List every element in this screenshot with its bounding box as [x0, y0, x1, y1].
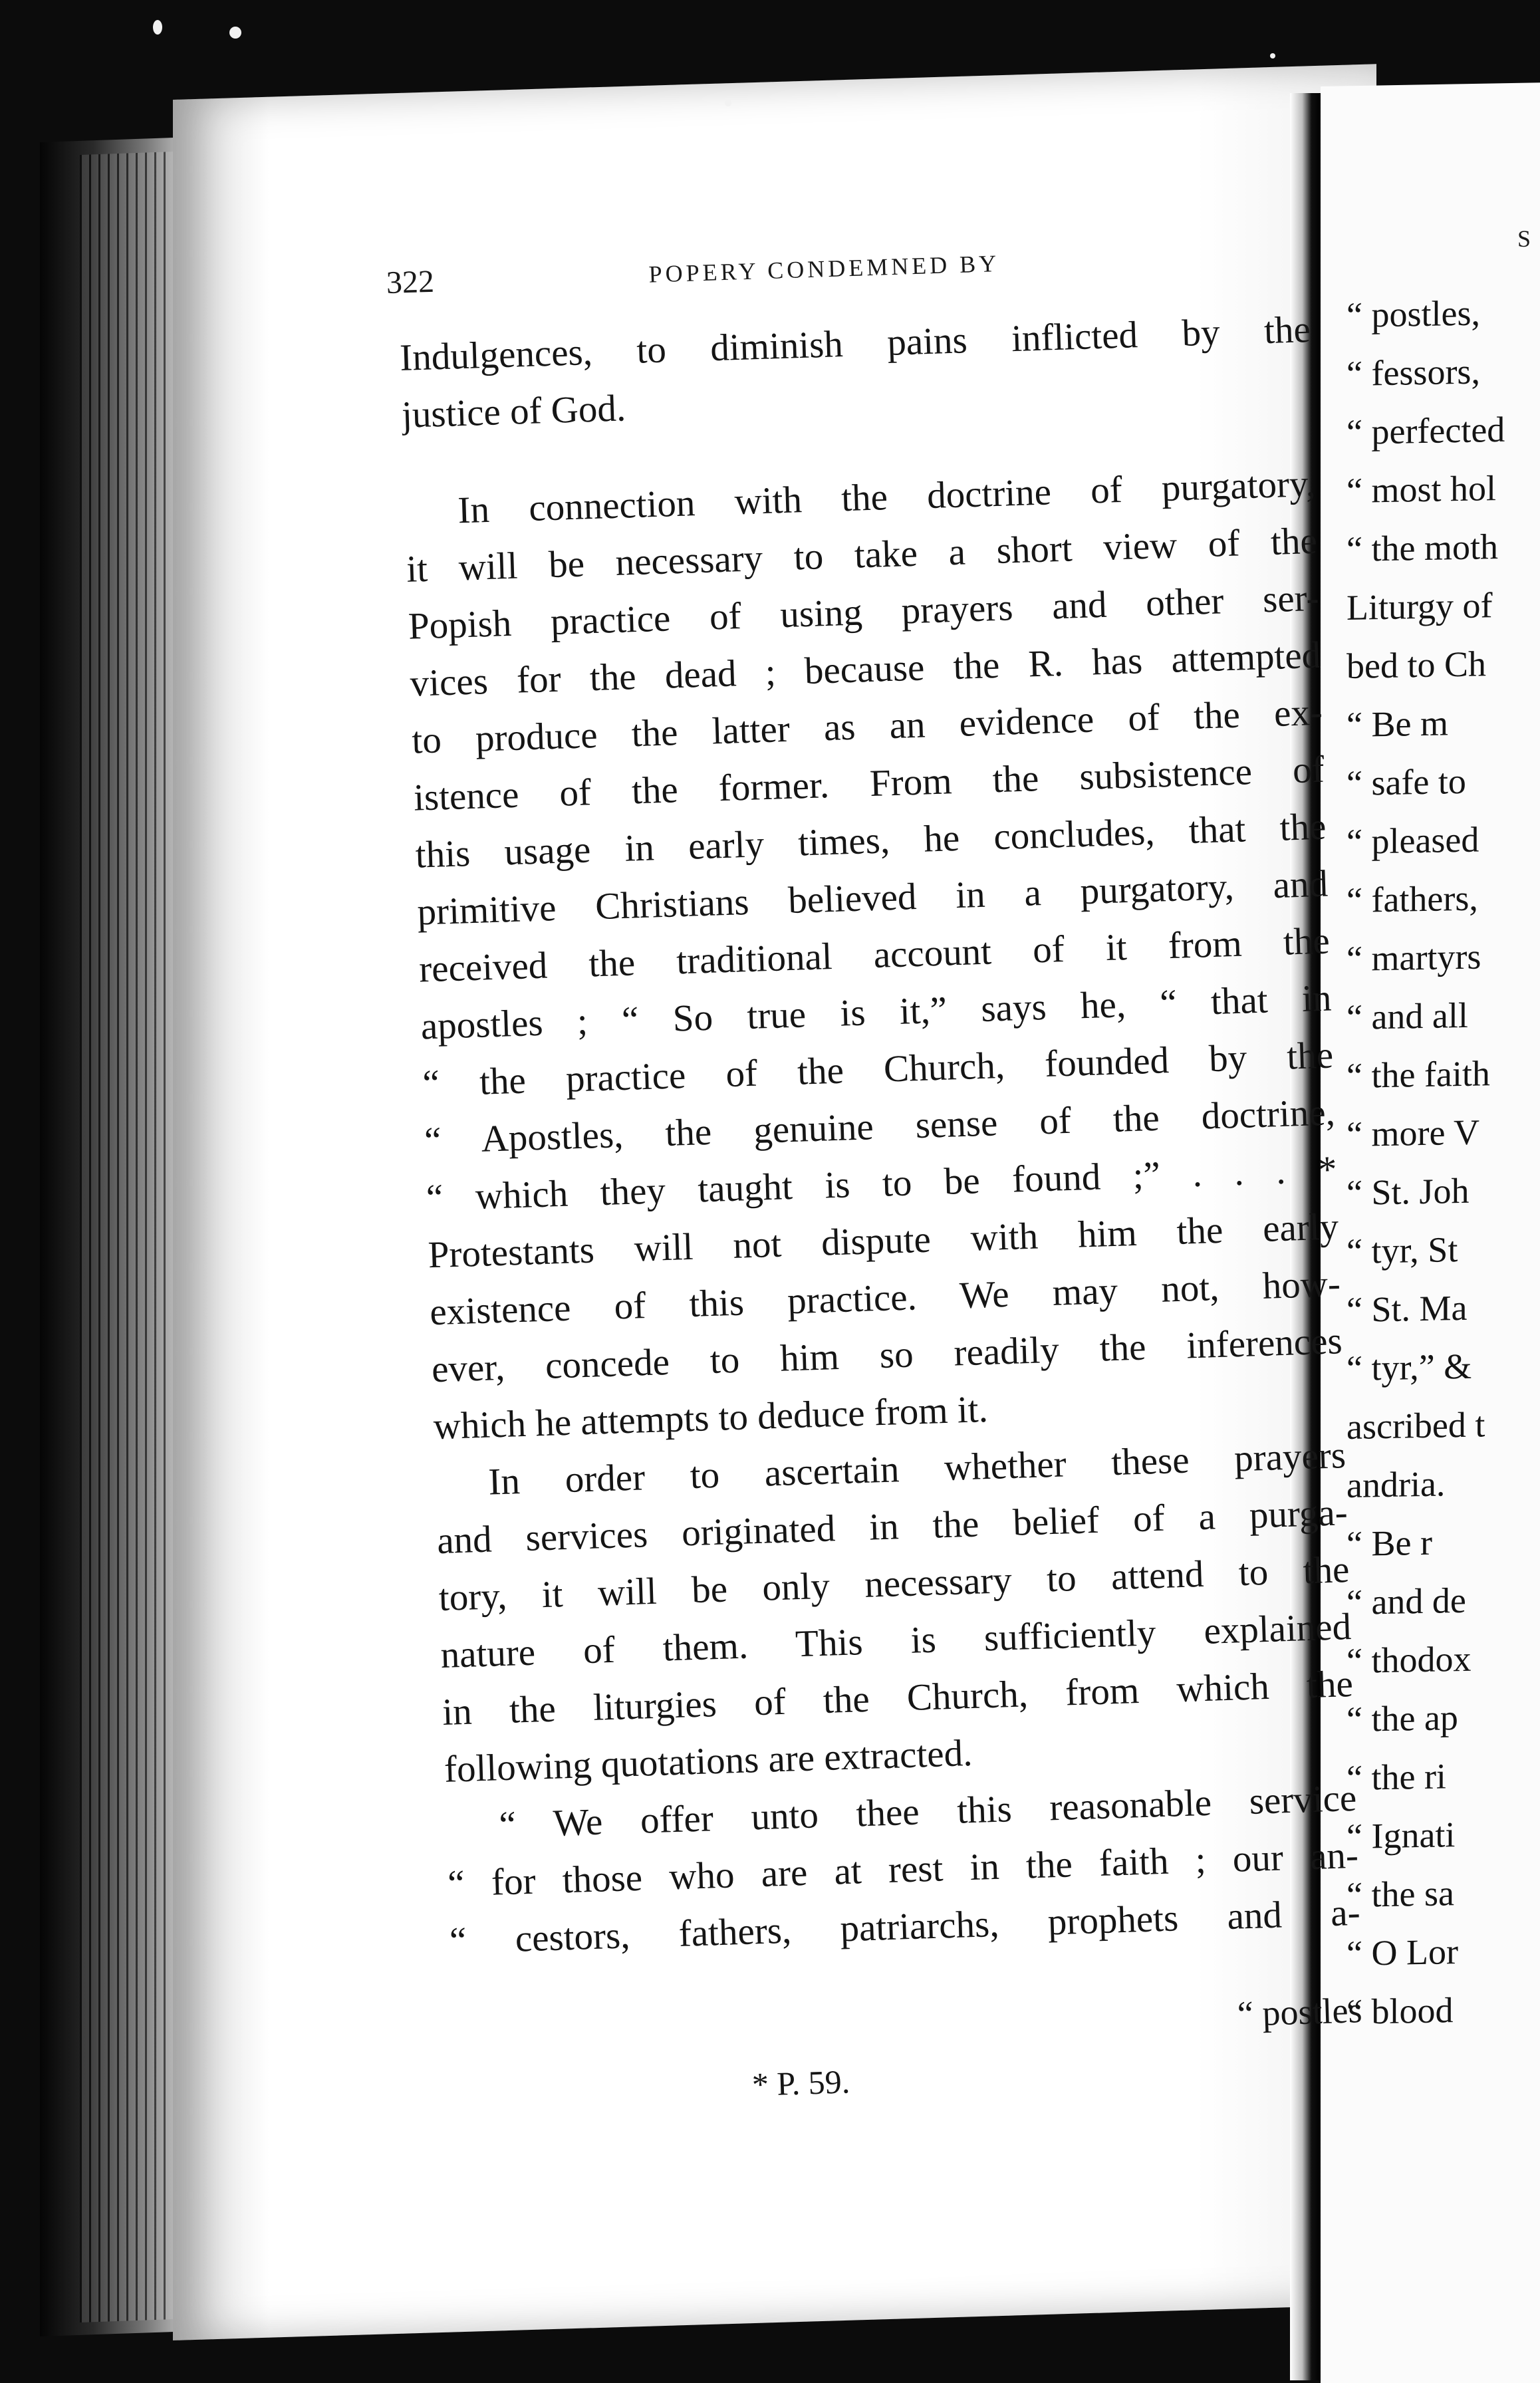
text-line: which he attempts to deduce from it. [432, 1388, 989, 1448]
text-line: istence of the former. From the subsistence of [413, 748, 1325, 819]
right-text-line: “ the ap [1347, 1697, 1458, 1739]
footnote: * P. 59. [751, 2063, 850, 2103]
right-text-line: “ safe to [1347, 761, 1466, 803]
text-line: justice of God. [401, 387, 627, 436]
text-line: in the liturgies of the Church, from which the [442, 1662, 1354, 1733]
text-line: Indulgences, to diminish pains inflicted by the [399, 308, 1311, 379]
text-line: “ cestors, fathers, patriarchs, prophets and a- [449, 1891, 1361, 1962]
text-line: In connection with the doctrine of purgatory, [457, 462, 1316, 532]
text-line: existence of this practice. We may not, how- [429, 1263, 1341, 1334]
text-line: this usage in early times, he concludes, that the [414, 805, 1327, 876]
right-text-line: “ postles, [1347, 293, 1480, 335]
right-text-line: “ Be m [1347, 703, 1448, 745]
text-line: “ which they taught is to be found ;” . . . * [426, 1148, 1338, 1219]
right-text-line: “ pleased [1347, 819, 1479, 862]
scan-speck [153, 20, 162, 35]
right-page-header: S [1517, 225, 1534, 252]
right-text-line: “ more V [1347, 1112, 1479, 1154]
right-text-line: “ perfected [1347, 409, 1505, 452]
running-head: POPERY CONDEMNED BY [648, 250, 1000, 288]
text-line: it will be necessary to take a short view of the [406, 519, 1318, 590]
text-line: to produce the latter as an evidence of the ex- [411, 691, 1323, 762]
text-line: primitive Christians believed in a purgatory, and [416, 862, 1329, 934]
scan-speck [229, 27, 241, 39]
right-text-line: “ the sa [1347, 1873, 1454, 1915]
text-line: “ We offer unto thee this reasonable service [498, 1777, 1358, 1846]
right-text-line: “ fathers, [1347, 878, 1478, 920]
text-line: “ Apostles, the genuine sense of the doctrine, [424, 1091, 1336, 1162]
right-text-line: “ most hol [1347, 468, 1496, 511]
right-text-line: “ tyr,” & [1347, 1346, 1472, 1388]
text-line: In order to ascertain whether these prayers [487, 1434, 1347, 1503]
text-line: vices for the dead ; because the R. has attempted [409, 634, 1322, 705]
scan-speck [725, 100, 731, 106]
text-line: tory, it will be only necessary to attend to the [438, 1549, 1350, 1620]
right-text-line: “ St. Joh [1347, 1170, 1470, 1213]
right-text-line: “ the faith [1347, 1053, 1490, 1096]
right-text-line: “ the ri [1347, 1756, 1446, 1798]
page-number: 322 [386, 263, 435, 301]
text-line: received the traditional account of it from the [418, 920, 1331, 991]
text-line: ever, concede to him so readily the inferences [431, 1320, 1343, 1391]
right-text-line: “ tyr, St [1347, 1229, 1458, 1271]
right-text-line: “ blood [1347, 1990, 1454, 2032]
body-text [399, 301, 1361, 1970]
text-line: “ for those who are at rest in the faith ; our an- [447, 1834, 1359, 1905]
right-text-line: ascribed t [1347, 1404, 1485, 1447]
text-line: Popish practice of using prayers and other ser- [408, 576, 1320, 648]
right-text-line: “ O Lor [1347, 1932, 1458, 1973]
right-page-text [1347, 283, 1540, 2041]
right-text-line: “ and all [1347, 995, 1468, 1037]
text-line: Protestants will not dispute with him the early [427, 1205, 1340, 1277]
right-text-line: Liturgy of [1347, 585, 1493, 628]
right-text-line: “ the moth [1347, 527, 1498, 569]
text-line: “ the practice of the Church, founded by the [422, 1034, 1334, 1105]
text-line: following quotations are extracted. [444, 1731, 973, 1791]
right-text-line: “ Be r [1347, 1522, 1432, 1564]
right-text-line: “ fessors, [1347, 351, 1480, 394]
right-text-line: “ Ignati [1347, 1815, 1456, 1856]
right-text-line: “ and de [1347, 1580, 1466, 1622]
text-line: and services originated in the belief of a purga- [436, 1491, 1348, 1563]
right-text-line: andria. [1347, 1463, 1446, 1505]
text-line: apostles ; “ So true is it,” says he, “ that in [420, 977, 1333, 1048]
right-text-line: bed to Ch [1347, 644, 1486, 686]
text-line: nature of them. This is sufficiently explained [440, 1605, 1352, 1677]
scan-speck [1270, 53, 1275, 59]
right-text-line: “ thodox [1347, 1638, 1472, 1681]
right-text-line: “ martyrs [1347, 936, 1481, 979]
catchword: “ postles [1237, 1990, 1363, 2034]
right-text-line: “ St. Ma [1347, 1287, 1468, 1330]
